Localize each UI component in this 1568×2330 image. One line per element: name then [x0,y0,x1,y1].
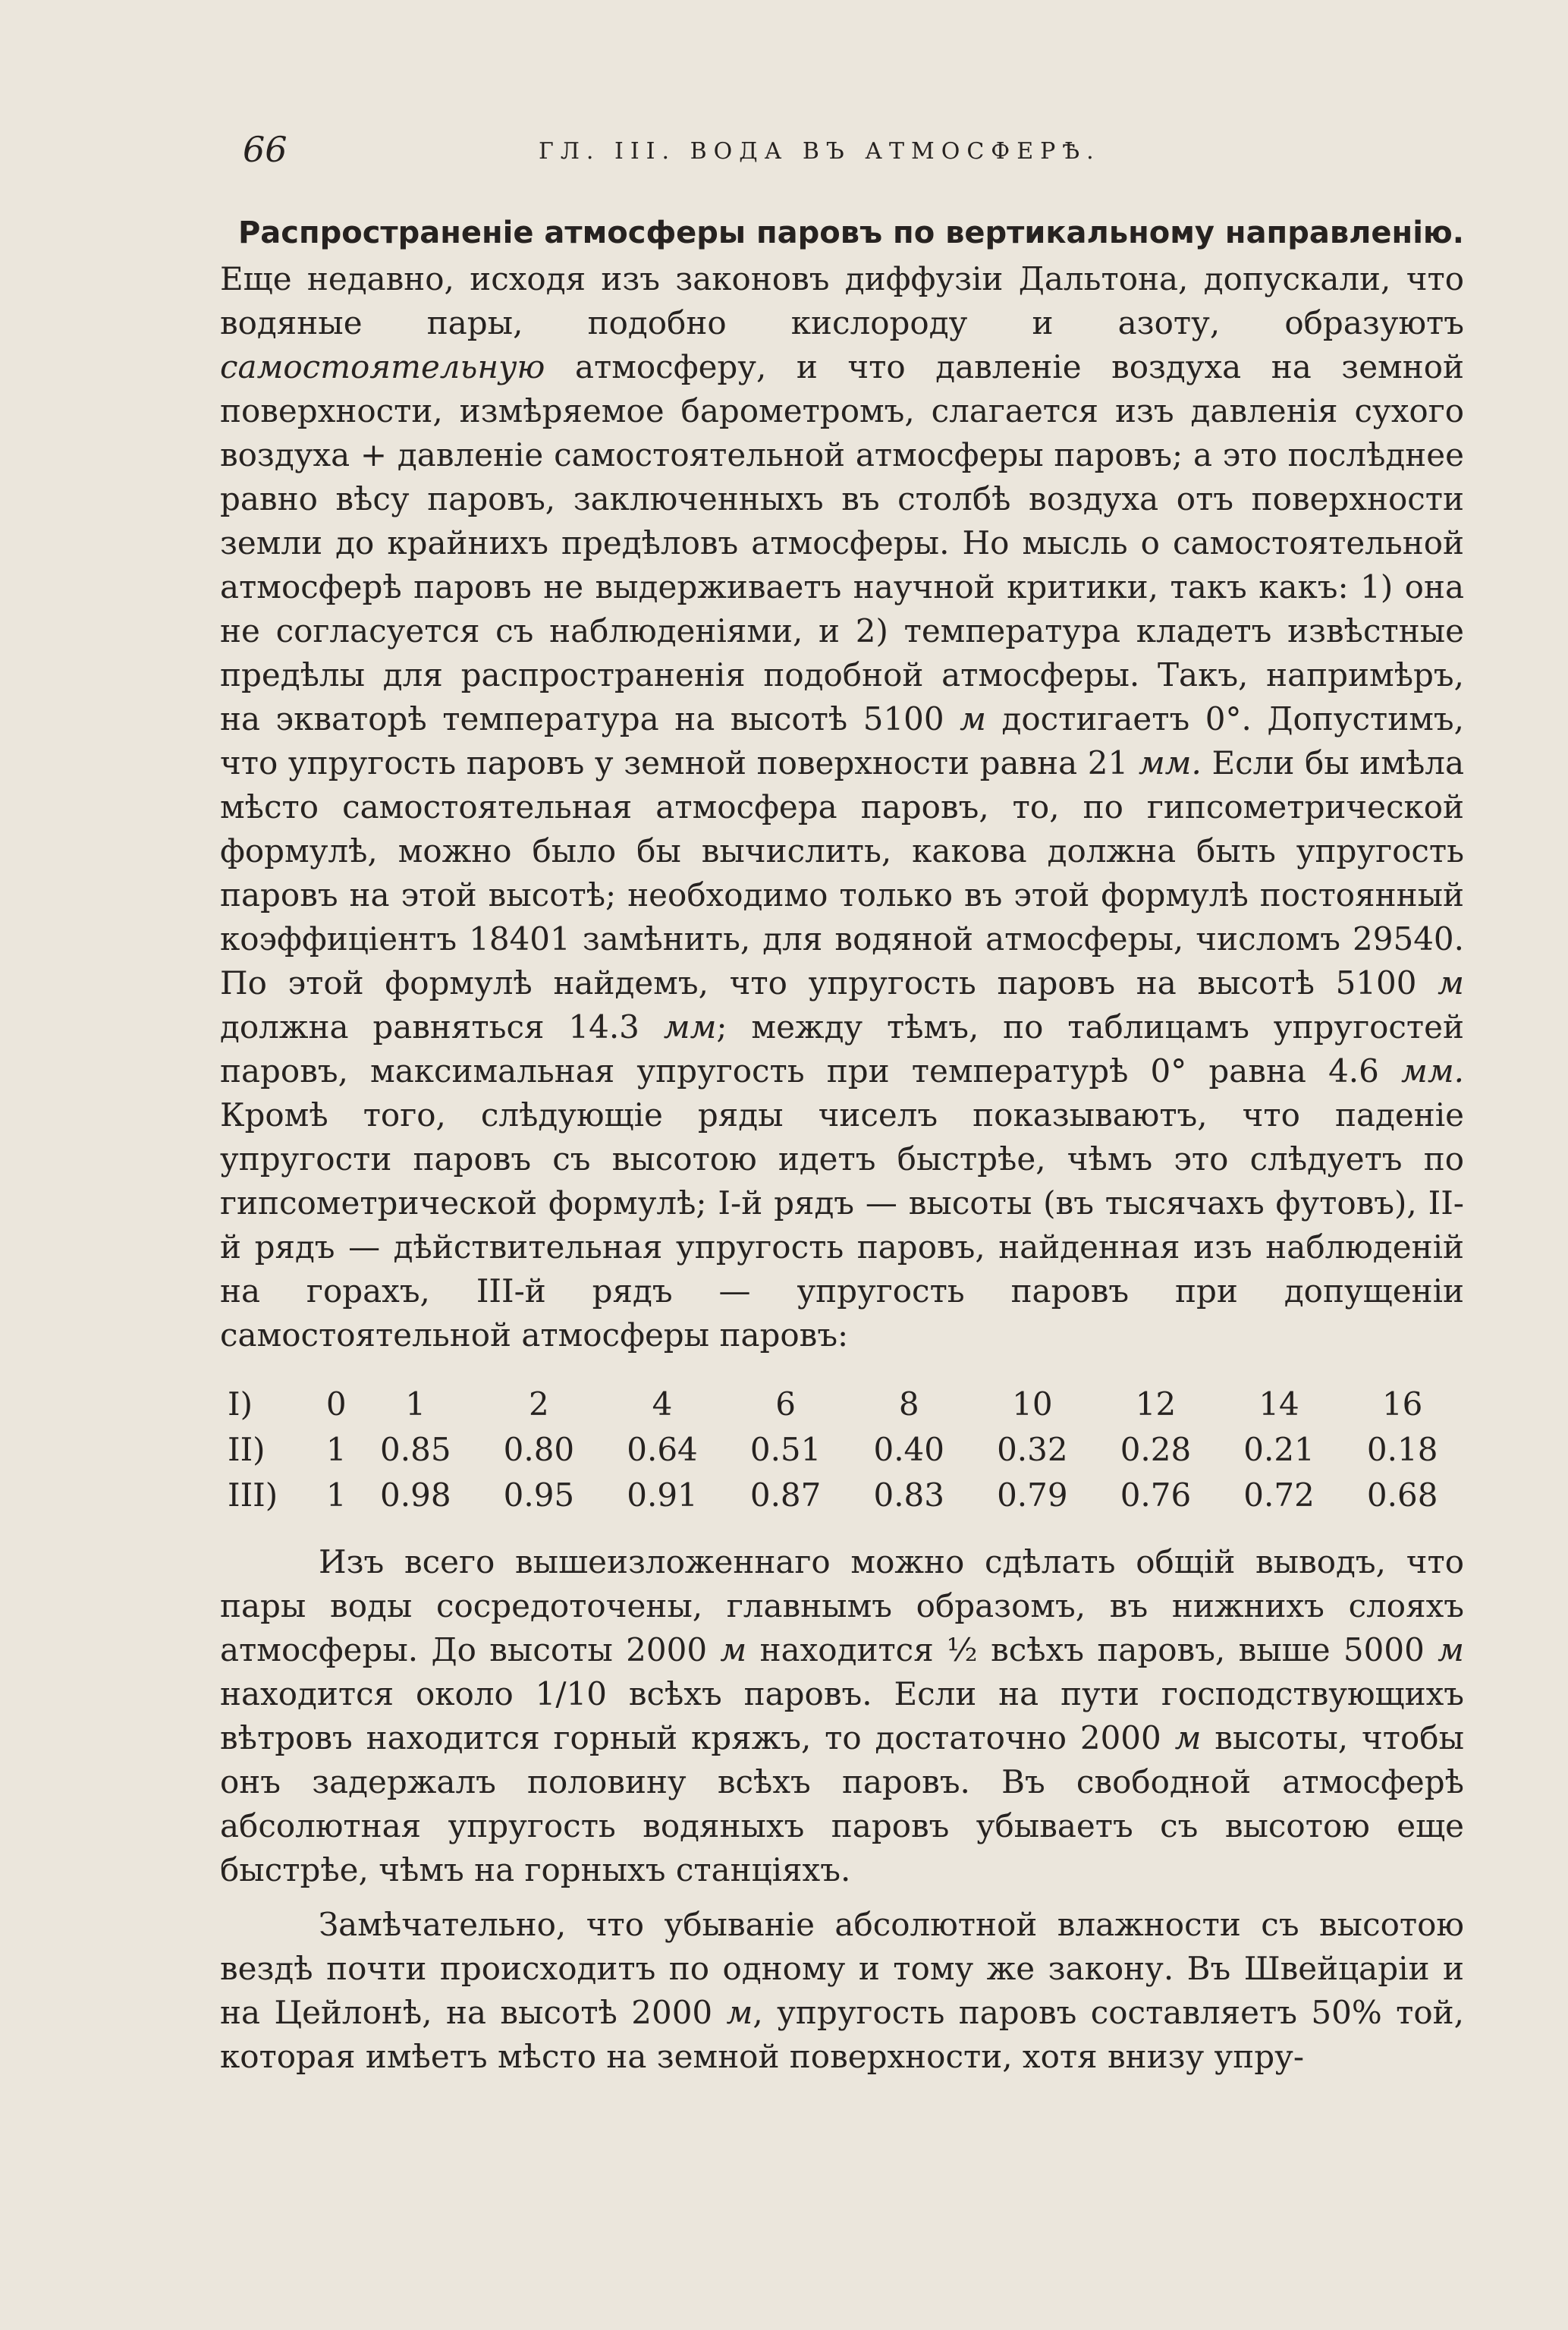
paragraph-1 [220,257,1464,1357]
table-cell: 0.68 [1366,1476,1438,1514]
table-cell: 0.80 [503,1430,575,1468]
table-cell: 0.51 [749,1430,822,1468]
table-cell: 14 [1258,1385,1299,1423]
table-cell: 0.85 [380,1430,451,1468]
section-heading: Распространеніе атмосферы паровъ по вертикальному направленію. [237,215,1464,250]
table-cell: 1 [325,1430,347,1468]
section-1 [220,209,1464,1357]
table-cell: 8 [898,1385,919,1423]
table-cell: 0.40 [873,1430,944,1468]
table-cell: 1 [405,1385,426,1423]
paragraph-3-text: Замѣчательно, что убываніе абсолютной влажности съ высотою вездѣ почти происходитъ по одному и тому же закону. Въ Швейцаріи и на Цейлонѣ, на высотѣ 2000 [220,1906,1464,2031]
table-cell: 12 [1135,1385,1177,1423]
table-cell: 0.28 [1120,1430,1192,1468]
unit-m: м [960,700,986,737]
paragraph-3 [220,1903,1464,2079]
table-cell: 0.79 [997,1476,1068,1514]
paragraph-1-text: должна равняться 14.3 [220,1008,664,1046]
paragraph-3-text: , упругость паровъ составляетъ 50% той, которая имѣетъ мѣсто на земной поверхности, хотя внизу упру- [220,1994,1464,2075]
table-cell: 0.72 [1243,1476,1315,1514]
row-label: I) [228,1385,253,1423]
table-cell: 10 [1012,1385,1053,1423]
running-head: ГЛ. III. ВОДА ВЪ АТМОСФЕРѢ. [539,138,1101,165]
table-cell: 0.64 [627,1430,698,1468]
unit-mm: мм. [1138,744,1202,781]
table-cell: 0.95 [503,1476,575,1514]
paragraph-1-text: Еще недавно, исходя изъ законовъ диффузіи Дальтона, допускали, что водяные пары, подобно кислороду и азоту, образуютъ [220,260,1464,341]
paragraph-1-text: Если бы имѣла мѣсто самостоятельная атмосфера паровъ, то, по гипсометрической формулѣ, можно было бы вычислить, какова должна быть упругость паровъ на этой высотѣ; необходимо только въ этой формулѣ постоянный коэффиціентъ 18401 замѣнить, для водяной атмосферы, числомъ 29540. По этой формулѣ найдемъ, что упругость паровъ на высотѣ 5100 [220,744,1464,1001]
row-label: II) [228,1430,266,1468]
vapor-pressure-table [228,1381,1464,1517]
unit-m: м [720,1631,747,1668]
table-cell: 0.32 [997,1430,1068,1468]
paragraph-2-text: находится около 1/10 всѣхъ паровъ. Если на пути господствующихъ вѣтровъ находится горный кряжъ, то достаточно 2000 [220,1675,1464,1756]
table-row [228,1426,1464,1472]
table-cell: 0.87 [749,1476,822,1514]
table-cell: 0.21 [1243,1430,1315,1468]
unit-m: м [1438,1631,1464,1668]
section-2 [220,1540,1464,2079]
table-row [228,1381,1464,1426]
paragraph-2-text: высоты, чтобы онъ задержалъ половину всѣхъ паровъ. Въ свободной атмосферѣ абсолютная упругость водяныхъ паровъ убываетъ съ высотою еще быстрѣе, чѣмъ на горныхъ станціяхъ. [220,1719,1464,1888]
table-cell: 0.98 [380,1476,451,1514]
table-cell: 0.83 [873,1476,944,1514]
unit-m: м [726,1994,753,2031]
paragraph-1-text: достигаетъ 0°. Допустимъ, что упругость паровъ у земной поверхности равна 21 [220,700,1464,781]
paragraph-2-text: находится ½ всѣхъ паровъ, выше 5000 [746,1631,1438,1668]
unit-m: м [1174,1719,1202,1756]
paragraph-1-text: атмосферу, и что давленіе воздуха на земной поверхности, измѣряемое барометромъ, слагается изъ давленія сухого воздуха + давленіе самостоятельной атмосферы паровъ; а это послѣднее равно вѣсу паровъ, заключенныхъ въ столбѣ воздуха отъ поверхности земли до крайнихъ предѣловъ атмосферы. Но мысль о самостоятельной атмосферѣ паровъ не выдерживаетъ научной критики, такъ какъ: 1) она не согласуется съ наблюденіями, и 2) температура кладетъ извѣстные предѣлы для распространенія подобной атмосферы. Такъ, напримѣръ, на экваторѣ температура на высотѣ 5100 [220,348,1464,737]
table-cell: 0.91 [627,1476,698,1514]
row-label: III) [228,1476,278,1514]
paragraph-1-emphasis: самостоятельную [220,348,545,385]
table-cell: 2 [529,1385,549,1423]
table-cell: 16 [1381,1385,1423,1423]
table-cell: 6 [775,1385,796,1423]
page-header [220,129,1431,182]
paragraph-2 [220,1540,1464,1892]
page-number: 66 [243,129,288,170]
paragraph-1-text: Кромѣ того, слѣдующіе ряды чиселъ показываютъ, что паденіе упругости паровъ съ высотою идетъ быстрѣе, чѣмъ это слѣдуетъ по гипсометрической формулѣ; I-й рядъ — высоты (въ тысячахъ футовъ), II-й рядъ — дѣйствительная упругость паровъ, найденная изъ наблюденій на горахъ, III-й рядъ — упругость паровъ при допущеніи самостоятельной атмосферы паровъ: [220,1096,1464,1354]
table-cell: 0.76 [1120,1476,1192,1514]
paragraph-2-text: Изъ всего вышеизложеннаго можно сдѣлать общій выводъ, что пары воды сосредоточены, главнымъ образомъ, въ нижнихъ слояхъ атмосферы. До высоты 2000 [220,1543,1464,1668]
table-cell: 1 [325,1476,347,1514]
table-cell: 0 [325,1385,347,1423]
table-cell: 0.18 [1366,1430,1438,1468]
paragraph-1-text: ; между тѣмъ, по таблицамъ упругостей паровъ, максимальная упругость при температурѣ 0° равна 4.6 [220,1008,1464,1090]
unit-mm: мм. [1401,1052,1464,1090]
table-row [228,1472,1464,1517]
table-cell: 4 [652,1385,673,1423]
unit-m: м [1438,964,1464,1001]
unit-mm: мм [663,1008,717,1046]
